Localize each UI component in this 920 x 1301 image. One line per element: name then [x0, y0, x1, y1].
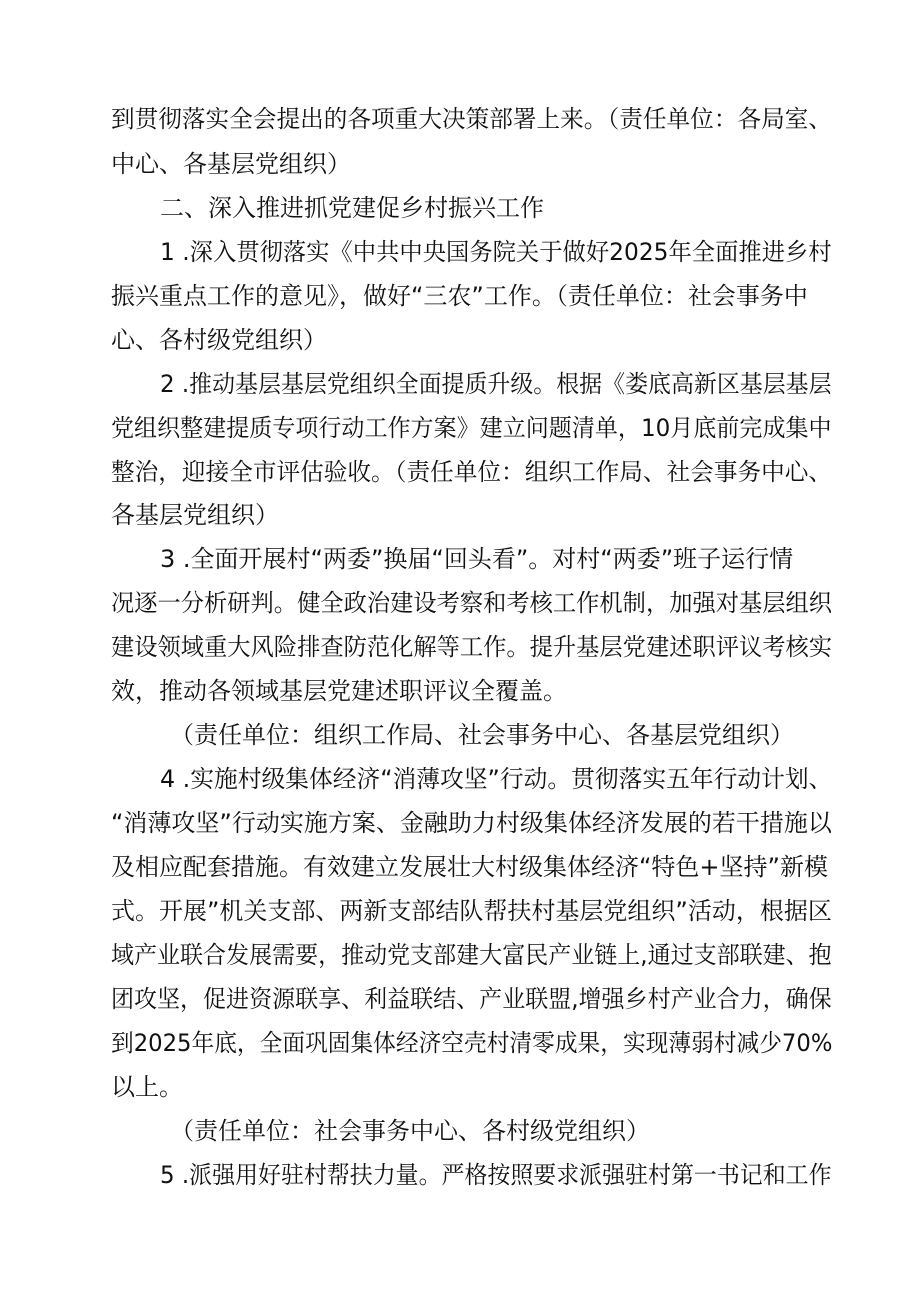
text-line: 振兴重点工作的意见》，做好“三农”工作。（责任单位：社会事务中: [111, 282, 808, 310]
text-line: 建设领域重大风险排查防范化解等工作。提升基层党建述职评议考核实: [111, 633, 833, 661]
text-line: 中心、各基层党组织）: [111, 150, 351, 178]
text-line: 3 .全面开展村“两委”换届“回头看”。对村“两委”班子运行情: [160, 545, 794, 573]
text-line: 整治，迎接全市评估验收。（责任单位：组织工作局、社会事务中心、: [111, 458, 833, 486]
text-line: 况逐一分析研判。健全政治建设考察和考核工作机制，加强对基层组织: [111, 589, 833, 617]
text-line: 域产业联合发展需要，推动党支部建大富民产业链上,通过支部联建、抱: [111, 941, 832, 969]
text-line: 团攻坚，促进资源联享、利益联结、产业联盟,增强乡村产业合力，确保: [111, 985, 832, 1013]
text-line: 4 .实施村级集体经济“消薄攻坚”行动。贯彻落实五年行动计划、: [160, 765, 833, 793]
text-line: 5 .派强用好驻村帮扶力量。严格按照要求派强驻村第一书记和工作: [160, 1161, 832, 1189]
text-line: 党组织整建提质专项行动工作方案》建立问题清单，10月底前完成集中: [111, 414, 832, 442]
text-line: 及相应配套措施。有效建立发展壮大村级集体经济“特色+坚持”新模: [111, 853, 828, 881]
text-line: 式。开展”机关支部、两新支部结队帮扶村基层党组织”活动，根据区: [111, 897, 832, 925]
section-heading: 二、深入推进抓党建促乡村振兴工作: [160, 194, 544, 222]
text-line: 到贯彻落实全会提出的各项重大决策部署上来。（责任单位：各局室、: [111, 105, 833, 133]
text-line: （责任单位：组织工作局、社会事务中心、各基层党组织）: [170, 721, 794, 749]
text-line: “消薄攻坚”行动实施方案、金融助力村级集体经济发展的若干措施以: [111, 809, 832, 837]
text-line: 1 .深入贯彻落实《中共中央国务院关于做好2025年全面推进乡村: [160, 238, 832, 266]
text-line: 各基层党组织）: [111, 501, 279, 529]
text-line: 效，推动各领域基层党建述职评议全覆盖。: [111, 677, 567, 705]
text-line: 心、各村级党组织）: [111, 326, 327, 354]
text-line: 2 .推动基层基层党组织全面提质升级。根据《娄底高新区基层基层: [160, 370, 832, 398]
text-line: 以上。: [111, 1073, 183, 1101]
text-line: 到2025年底，全面巩固集体经济空壳村清零成果，实现薄弱村减少70%: [111, 1029, 833, 1057]
text-line: （责任单位：社会事务中心、各村级党组织）: [170, 1117, 650, 1145]
